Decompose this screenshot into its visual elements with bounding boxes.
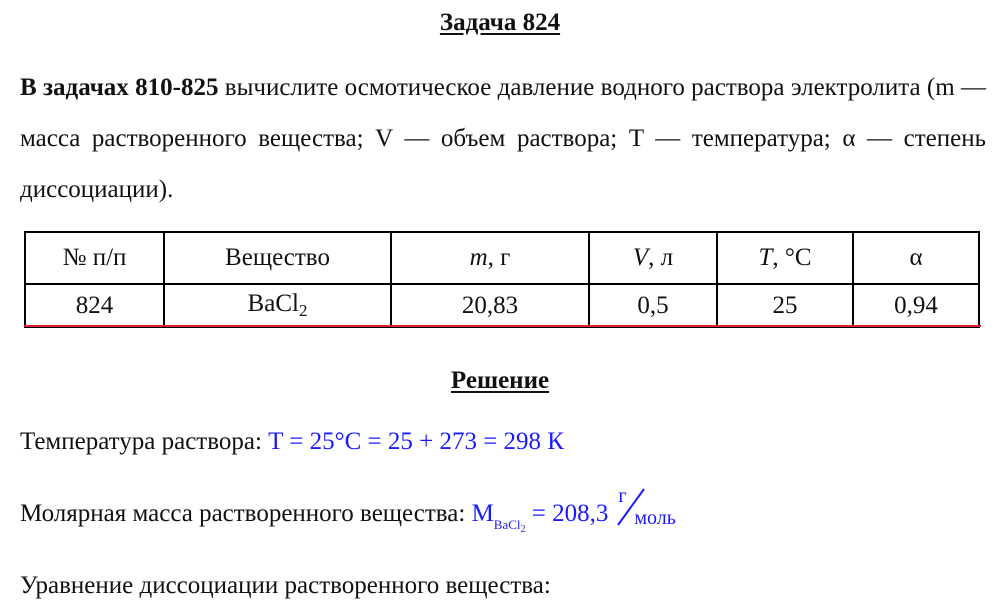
cell-substance: [164, 284, 391, 327]
cell-alpha: 0,94: [853, 284, 979, 327]
header-substance: Вещество: [164, 232, 391, 284]
solution-title: Решение: [450, 367, 550, 394]
molar-mass-sub-index: 2: [520, 524, 526, 535]
molar-mass-sub-base: BaCl: [493, 517, 521, 532]
cell-mass: 20,83: [391, 284, 589, 327]
molar-mass-unit: [614, 485, 684, 529]
header-alpha: α: [853, 232, 979, 284]
header-temperature-unit: , °С: [772, 244, 812, 271]
task-description: [20, 62, 986, 215]
cell-substance-sub: 2: [298, 301, 308, 320]
task-description-text: вычислите осмотическое давление водного раствора электролита (m — масса растворенного вещества; V — объем раствора; T — температура; α — степень диссоциации).: [20, 74, 986, 203]
temperature-formula: T = 25°С = 25 + 273 = 298 К: [268, 428, 564, 455]
dissociation-line: [20, 572, 551, 600]
unit-denominator: моль: [634, 507, 676, 529]
table-header-row: [25, 232, 979, 284]
molar-mass-value: = 208,3: [531, 500, 609, 527]
temperature-label: Температура раствора:: [20, 428, 262, 455]
header-temperature-var: T: [758, 244, 773, 271]
cell-volume: 0,5: [589, 284, 717, 327]
table-red-underline: [24, 325, 981, 327]
table-row: [25, 284, 979, 327]
cell-num: 824: [25, 284, 164, 327]
header-temperature: [717, 232, 853, 284]
molar-mass-symbol: M: [471, 500, 494, 527]
molar-mass-formula: [471, 485, 685, 535]
header-mass-unit: , г: [487, 244, 511, 271]
header-mass: [391, 232, 589, 284]
header-volume-unit: , л: [648, 244, 674, 271]
task-title: Задача 824: [439, 9, 561, 36]
dissociation-label: Уравнение диссоциации растворенного вещества:: [20, 572, 551, 599]
molar-mass-subscript: [493, 517, 526, 535]
molar-mass-line: [20, 485, 684, 535]
task-range-label: В задачах 810-825: [20, 74, 219, 101]
molar-mass-label: Молярная масса растворенного вещества:: [20, 500, 466, 527]
cell-substance-base: BaCl: [247, 290, 299, 317]
header-mass-var: m: [469, 244, 488, 271]
header-volume-var: V: [632, 244, 649, 271]
cell-temperature: 25: [717, 284, 853, 327]
unit-numerator: г: [618, 485, 627, 507]
header-volume: [589, 232, 717, 284]
task-data-table: [24, 231, 980, 328]
header-num: № п/п: [25, 232, 164, 284]
temperature-line: [20, 428, 564, 456]
